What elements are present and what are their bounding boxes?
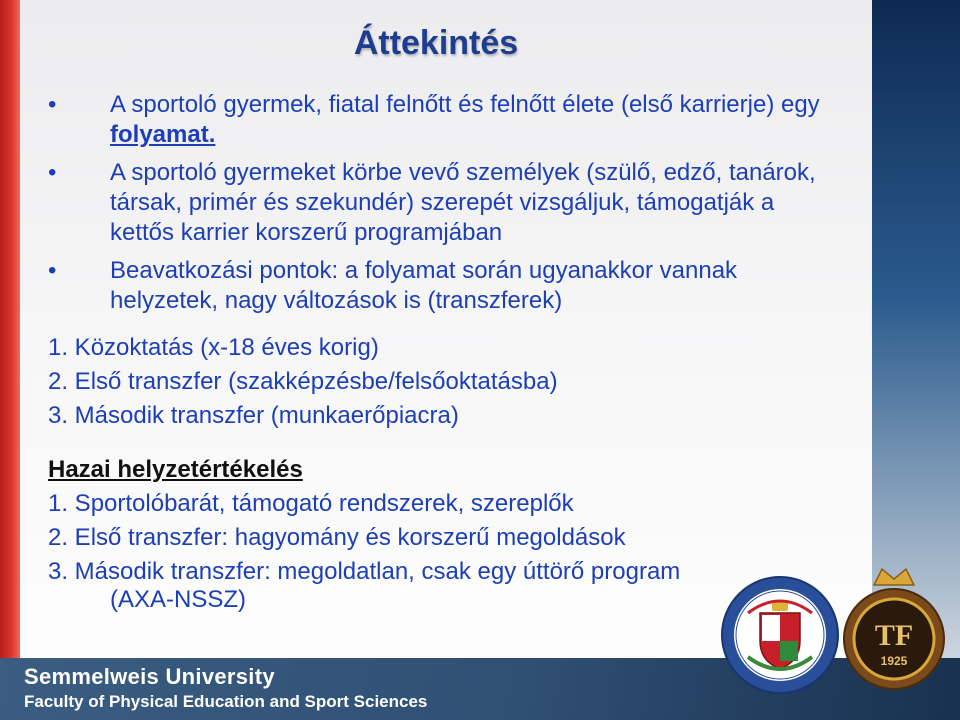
slide-title: Áttekintés	[353, 24, 519, 62]
list-item: 3. Második transzfer (munkaerőpiacra)	[48, 402, 459, 429]
section-heading: Hazai helyzetértékelés	[48, 456, 303, 483]
university-seal-icon	[720, 575, 840, 695]
bullet-list	[110, 90, 840, 324]
list-item: 1. Közoktatás (x-18 éves korig)	[48, 334, 379, 361]
bullet-item	[110, 256, 840, 316]
tf-letters: TF	[874, 619, 914, 652]
bullet-emphasis: folyamat.	[110, 121, 216, 148]
right-blue-stripe	[872, 0, 960, 658]
bullet-item	[110, 90, 840, 150]
list-item: 2. Első transzfer: hagyomány és korszerű megoldások	[48, 524, 626, 551]
tf-1925-emblem-icon	[840, 565, 948, 695]
bullet-item	[110, 158, 840, 248]
logo-group	[720, 565, 956, 705]
bullet-text: A sportoló gyermeket körbe vevő személyek (szülő, edző, tanárok, társak, primér és szekundér) szerepét vizsgáljuk, támogatják a kettős karrier korszerű programjában	[110, 159, 816, 246]
list-item: 1. Sportolóbarát, támogató rendszerek, szereplők	[48, 490, 574, 517]
list-item-continuation: (AXA-NSSZ)	[110, 586, 247, 613]
bullet-text: Beavatkozási pontok: a folyamat során ugyanakkor vannak helyzetek, nagy változások is (transzferek)	[110, 257, 738, 314]
footer-faculty-name: Faculty of Physical Education and Sport Sciences	[24, 692, 428, 711]
transfer-list	[48, 331, 848, 433]
list-item: 2. Első transzfer (szakképzésbe/felsőoktatásba)	[48, 368, 558, 395]
bullet-text: A sportoló gyermek, fiatal felnőtt és felnőtt élete (első karrierje) egy	[110, 91, 820, 118]
left-red-stripe	[0, 0, 20, 658]
list-item: 3. Második transzfer: megoldatlan, csak egy úttörő program	[48, 558, 681, 585]
tf-year: 1925	[880, 654, 908, 668]
footer-university-name: Semmelweis University	[24, 664, 275, 689]
